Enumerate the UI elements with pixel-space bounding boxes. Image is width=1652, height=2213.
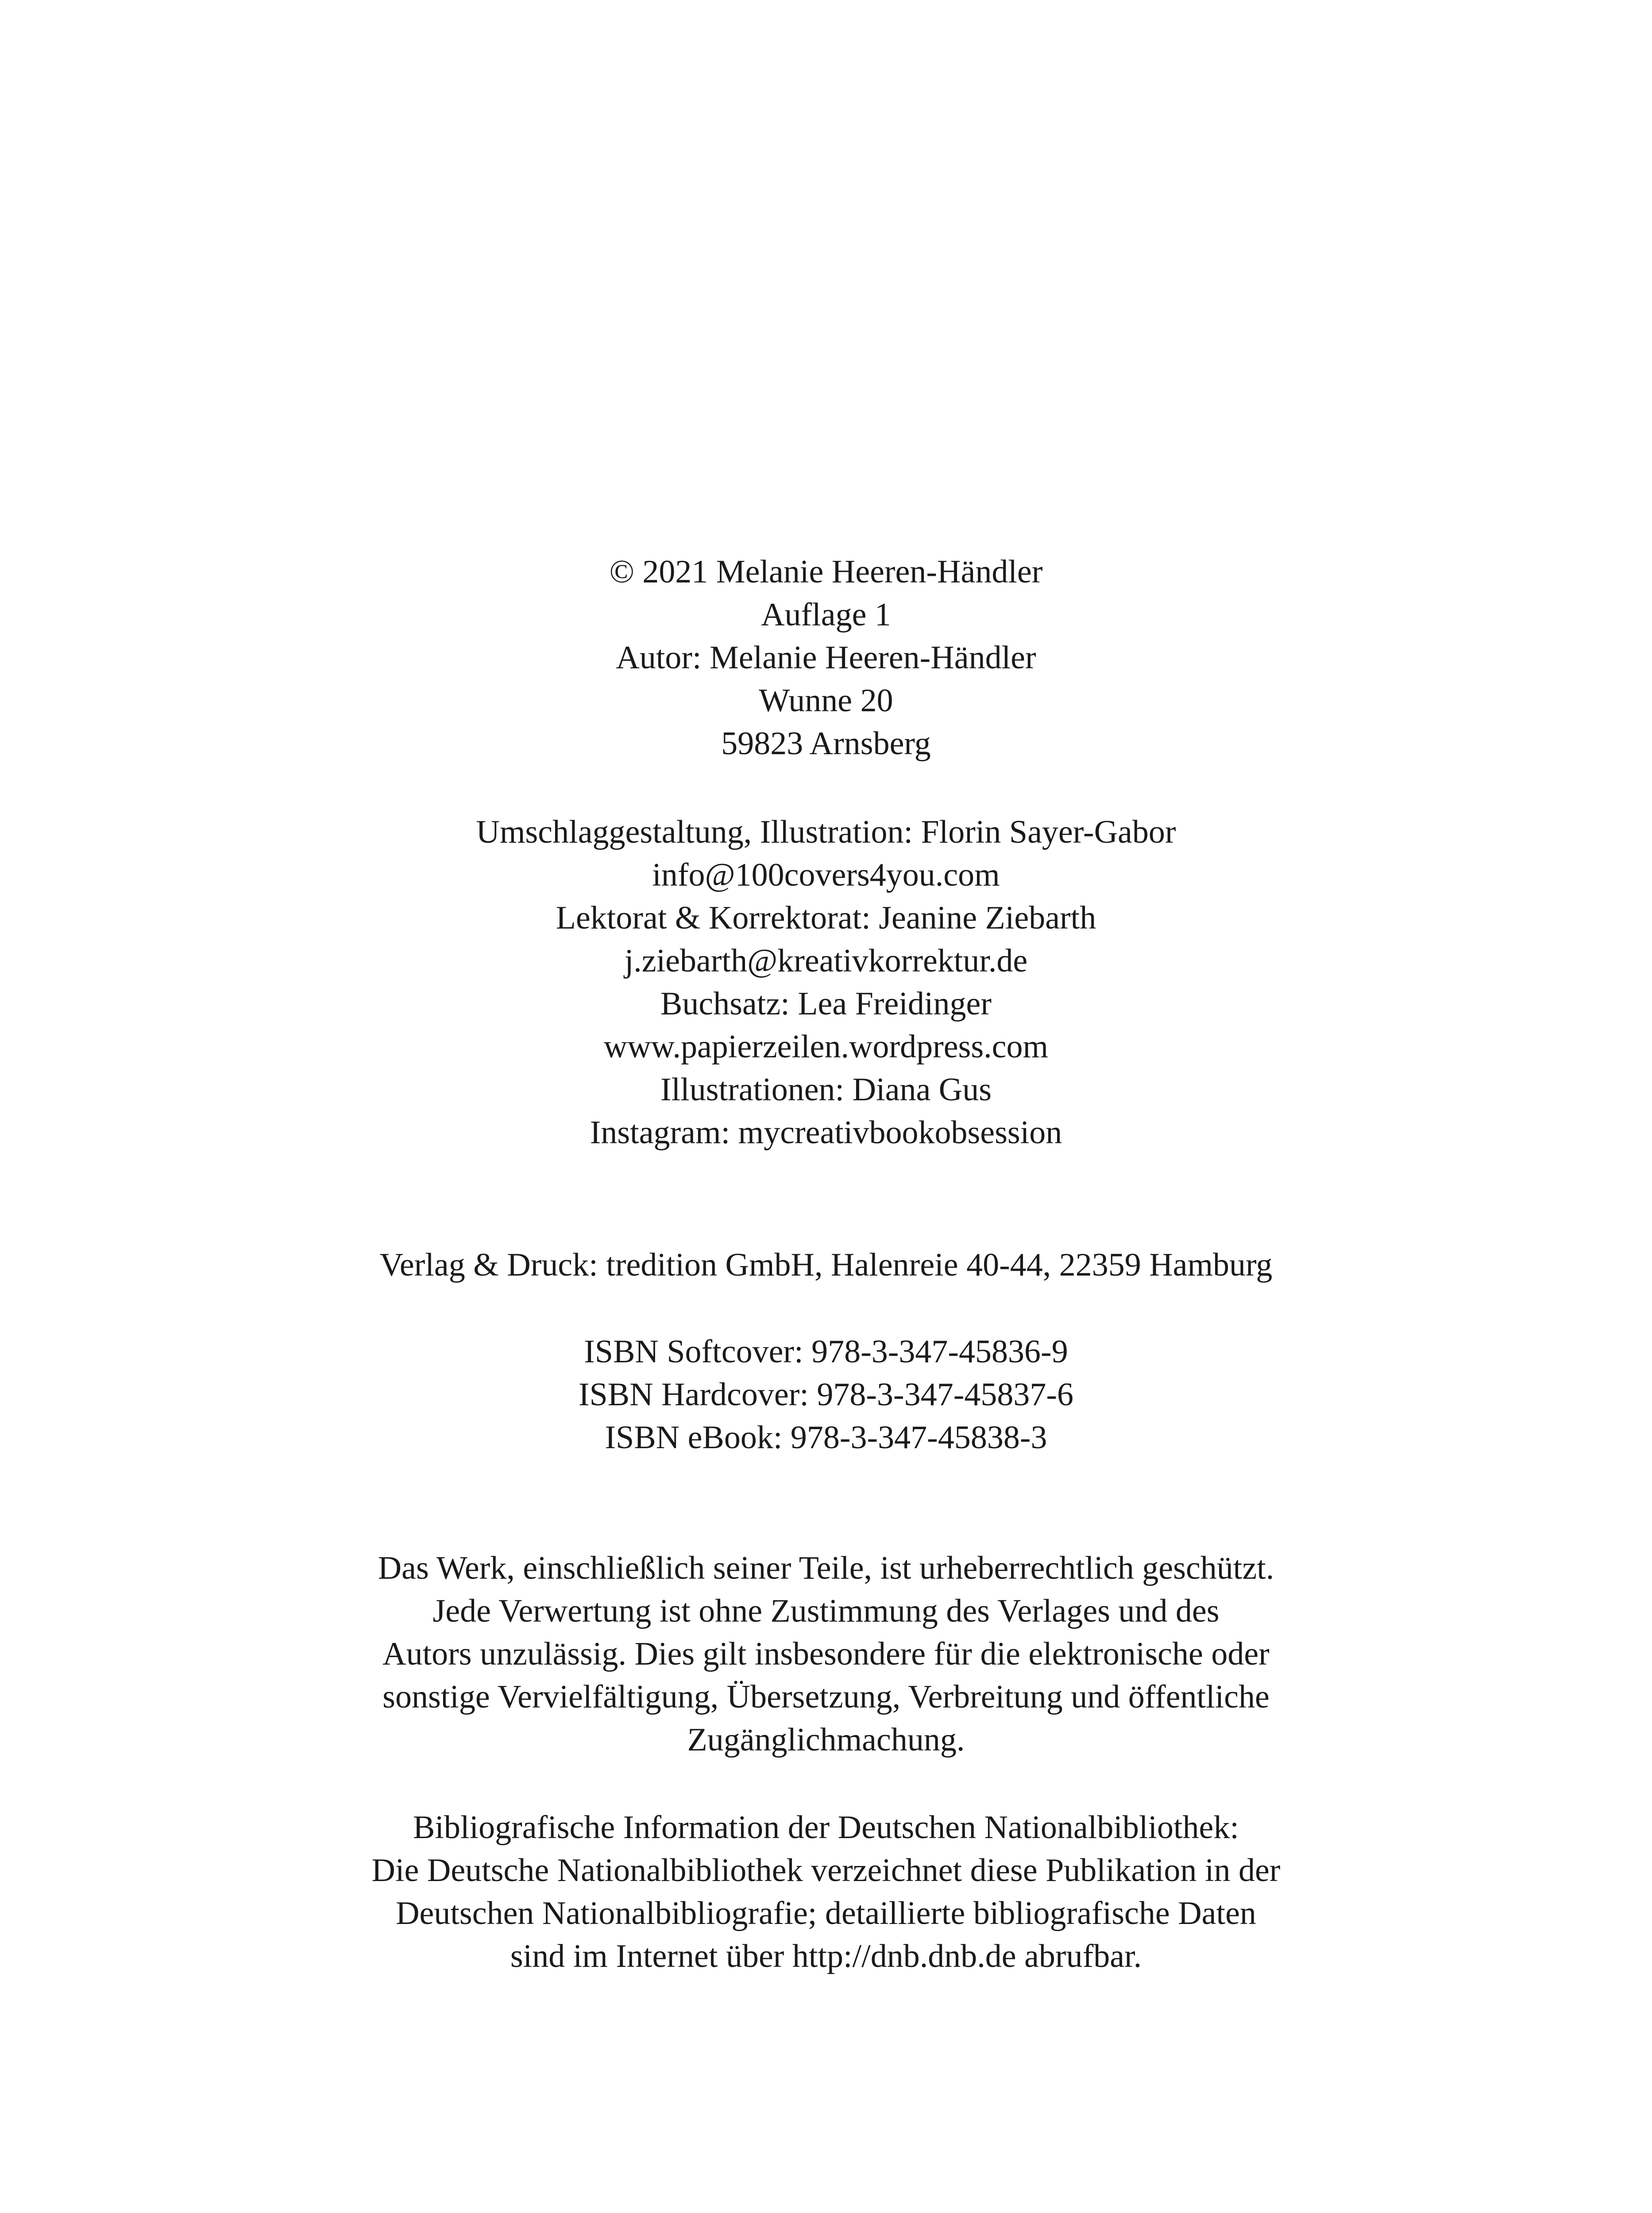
- credits-block: [0, 811, 1652, 1154]
- typesetting-line: Buchsatz: Lea Freidinger: [660, 986, 992, 1022]
- publisher-block: [0, 1244, 1652, 1287]
- isbn-block: [0, 1330, 1652, 1459]
- city-line: 59823 Arnsberg: [721, 725, 931, 762]
- publisher-line: Verlag & Druck: tredition GmbH, Halenreie 40-44, 22359 Hamburg: [379, 1247, 1273, 1283]
- copyright-block: [0, 551, 1652, 765]
- rights-line: Zugänglichmachung.: [687, 1722, 965, 1758]
- bibliographic-notice: [0, 1806, 1652, 1978]
- biblio-line: Deutschen Nationalbibliografie; detaillierte bibliografische Daten: [396, 1895, 1256, 1932]
- editing-line: Lektorat & Korrektorat: Jeanine Ziebarth: [556, 900, 1096, 936]
- illustrations-line: Illustrationen: Diana Gus: [660, 1072, 992, 1108]
- biblio-line: sind im Internet über http://dnb.dnb.de abrufbar.: [510, 1938, 1142, 1974]
- rights-line: Jede Verwertung ist ohne Zustimmung des Verlages und des: [432, 1593, 1220, 1629]
- street-line: Wunne 20: [759, 682, 893, 719]
- edition-line: Auflage 1: [761, 597, 891, 633]
- rights-notice: [0, 1547, 1652, 1762]
- isbn-ebook: ISBN eBook: 978-3-347-45838-3: [605, 1419, 1047, 1456]
- editing-email: j.ziebarth@kreativkorrektur.de: [624, 943, 1028, 979]
- typesetting-website: www.papierzeilen.wordpress.com: [603, 1029, 1049, 1065]
- copyright-line: © 2021 Melanie Heeren-Händler: [609, 554, 1043, 590]
- biblio-line: Die Deutsche Nationalbibliothek verzeichnet diese Publikation in der: [371, 1852, 1281, 1889]
- author-line: Autor: Melanie Heeren-Händler: [616, 640, 1036, 676]
- isbn-hardcover: ISBN Hardcover: 978-3-347-45837-6: [579, 1376, 1073, 1413]
- rights-line: sonstige Vervielfältigung, Übersetzung, Verbreitung und öffentliche: [382, 1679, 1270, 1715]
- rights-line: Das Werk, einschließlich seiner Teile, ist urheberrechtlich geschützt.: [378, 1550, 1274, 1586]
- biblio-line: Bibliografische Information der Deutschen Nationalbibliothek:: [413, 1809, 1239, 1846]
- illustrations-instagram: Instagram: mycreativbookobsession: [590, 1114, 1062, 1151]
- rights-line: Autors unzulässig. Dies gilt insbesondere für die elektronische oder: [382, 1636, 1270, 1672]
- cover-design-email: info@100covers4you.com: [652, 857, 1000, 893]
- isbn-softcover: ISBN Softcover: 978-3-347-45836-9: [584, 1334, 1068, 1370]
- cover-design-line: Umschlaggestaltung, Illustration: Florin Sayer-Gabor: [476, 814, 1176, 850]
